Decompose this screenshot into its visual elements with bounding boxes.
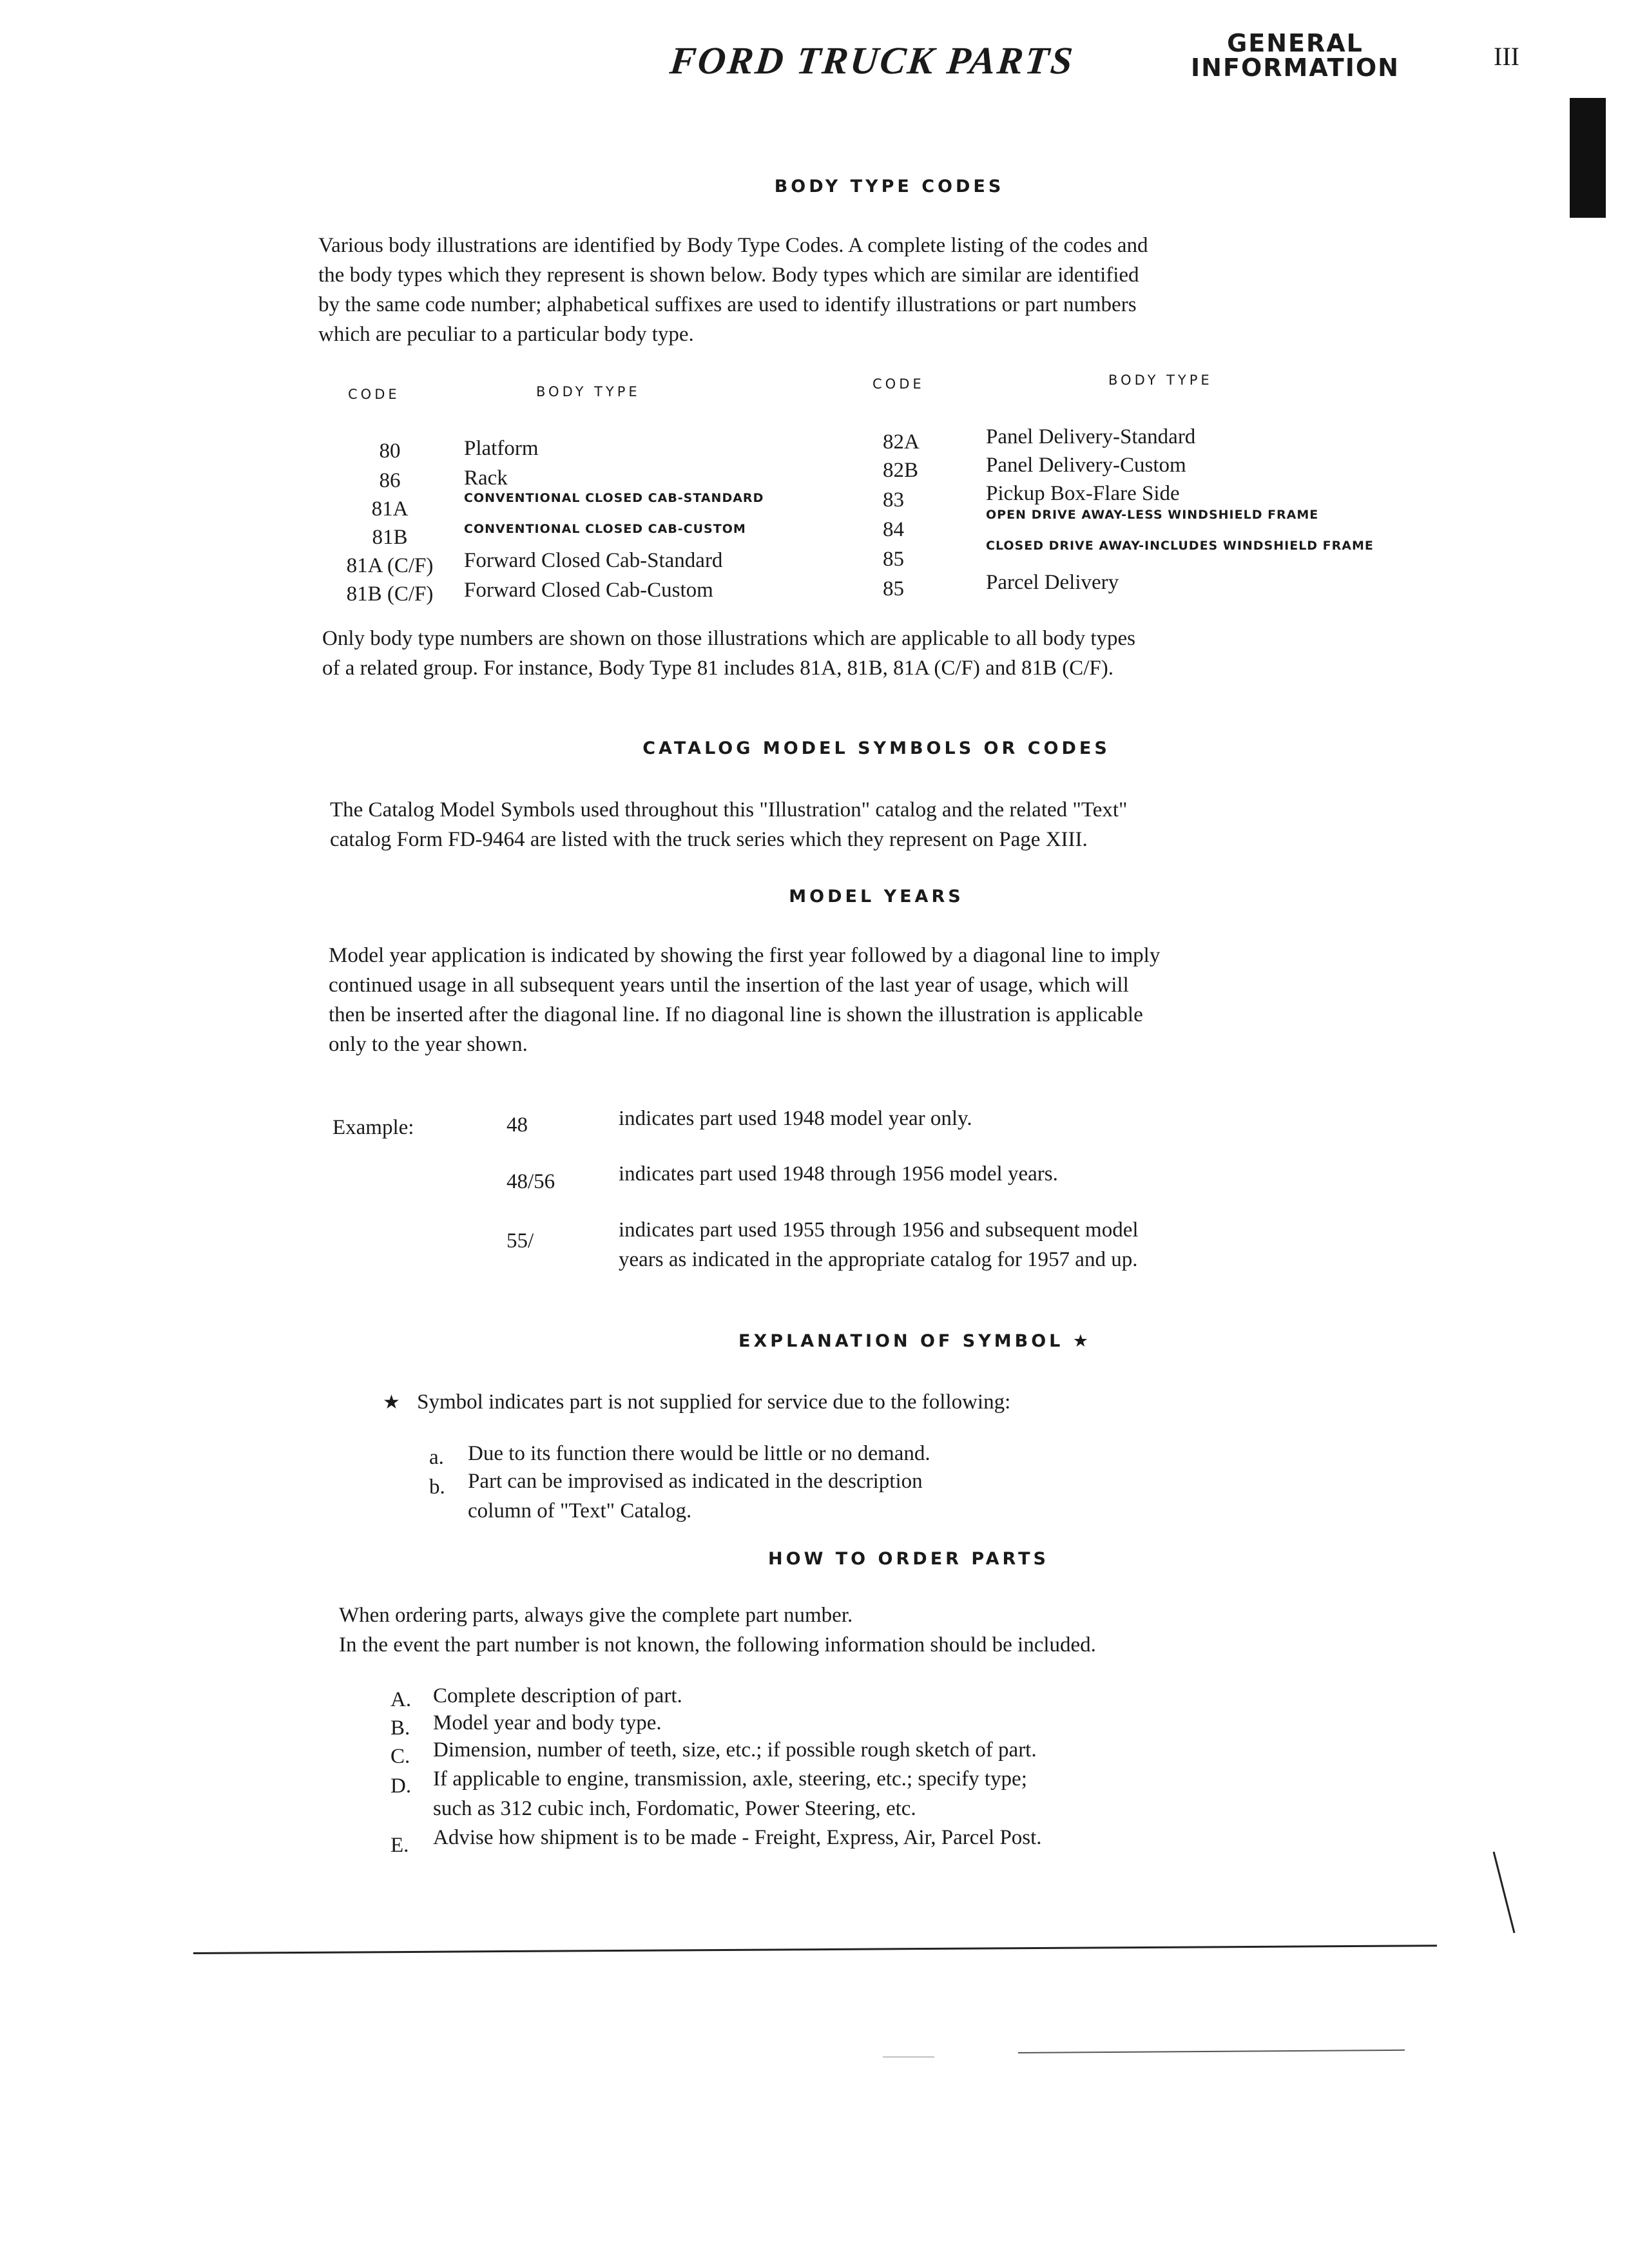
example-description-line: indicates part used 1955 through 1956 and subsequent model: [619, 1218, 1139, 1242]
body-type-code: 82A: [883, 430, 920, 454]
order-item: [433, 1764, 1027, 1823]
model-years-text: [329, 941, 1385, 1059]
example-code: 48: [506, 1113, 528, 1137]
catalog-model-symbols-heading: CATALOG MODEL SYMBOLS OR CODES: [642, 738, 1110, 758]
body-type-note: [322, 624, 1379, 683]
star-icon: ★: [383, 1391, 400, 1414]
body-type-name: Rack: [464, 466, 508, 490]
order-item-line: such as 312 cubic inch, Fordomatic, Power Steering, etc.: [433, 1797, 916, 1820]
body-type-name: Panel Delivery-Custom: [986, 454, 1186, 477]
order-item-marker: E.: [390, 1834, 409, 1857]
intro-line: which are peculiar to a particular body type.: [318, 323, 694, 346]
column-header-code-right: CODE: [872, 376, 925, 392]
text-line: The Catalog Model Symbols used throughout this "Illustration" catalog and the related "Text": [330, 798, 1128, 822]
section-tab-marker: [1570, 98, 1606, 218]
body-type-code: 81B (C/F): [346, 582, 434, 606]
text-line: then be inserted after the diagonal line. If no diagonal line is shown the illustration is applicable: [329, 1003, 1143, 1026]
order-item-marker: D.: [390, 1774, 412, 1798]
order-item: Dimension, number of teeth, size, etc.; if possible rough sketch of part.: [433, 1738, 1037, 1762]
body-type-name: CONVENTIONAL CLOSED CAB-CUSTOM: [464, 522, 746, 536]
section-title: [1186, 31, 1405, 80]
body-type-code: 80: [379, 439, 401, 463]
example-code: 48/56: [506, 1170, 555, 1193]
body-type-name: Forward Closed Cab-Custom: [464, 579, 713, 602]
order-item-line: If applicable to engine, transmission, axle, steering, etc.; specify type;: [433, 1767, 1027, 1791]
star-symbol: [383, 1388, 1010, 1417]
margin-mark: [1489, 1849, 1527, 1939]
example-description: indicates part used 1948 through 1956 model years.: [619, 1162, 1058, 1186]
text-line: catalog Form FD-9464 are listed with the truck series which they represent on Page XIII.: [330, 828, 1088, 851]
example-label: Example:: [333, 1116, 414, 1139]
how-to-order-heading: HOW TO ORDER PARTS: [768, 1549, 1049, 1569]
column-header-body-type-left: BODY TYPE: [536, 384, 641, 399]
order-item: Model year and body type.: [433, 1711, 662, 1735]
body-type-code: 84: [883, 518, 904, 541]
intro-line: Various body illustrations are identified by Body Type Codes. A complete listing of the codes and: [318, 234, 1148, 257]
section-title-line-1: GENERAL: [1227, 29, 1364, 57]
body-type-name: Parcel Delivery: [986, 571, 1119, 594]
text-line: In the event the part number is not known, the following information should be included.: [339, 1633, 1096, 1657]
body-type-code: 83: [883, 488, 904, 512]
page-number: III: [1494, 42, 1519, 71]
explanation-marker: a.: [429, 1446, 444, 1469]
body-type-name: Panel Delivery-Standard: [986, 425, 1196, 448]
intro-line: the body types which they represent is shown below. Body types which are similar are identified: [318, 264, 1139, 287]
body-type-code: 81A (C/F): [346, 554, 434, 577]
text-line: When ordering parts, always give the complete part number.: [339, 1604, 853, 1627]
body-type-name: Pickup Box-Flare Side: [986, 482, 1180, 505]
body-type-codes-heading: BODY TYPE CODES: [774, 177, 1005, 197]
body-type-codes-intro: [318, 231, 1375, 349]
explanation-item-line: Part can be improvised as indicated in the description: [468, 1470, 923, 1493]
body-type-code: 86: [379, 469, 401, 492]
example-description-line: years as indicated in the appropriate catalog for 1957 and up.: [619, 1248, 1138, 1271]
body-type-code: 81A: [371, 497, 409, 521]
body-type-code: 82B: [883, 459, 919, 482]
body-type-code: 81B: [372, 526, 408, 549]
text-line: continued usage in all subsequent years until the insertion of the last year of usage, which will: [329, 974, 1129, 997]
intro-line: by the same code number; alphabetical suffixes are used to identify illustrations or part numbers: [318, 293, 1137, 316]
brand-title: FORD TRUCK PARTS: [668, 39, 1077, 82]
note-line: Only body type numbers are shown on those illustrations which are applicable to all body types: [322, 627, 1135, 650]
note-line: of a related group. For instance, Body Type 81 includes 81A, 81B, 81A (C/F) and 81B (C/F).: [322, 657, 1114, 680]
how-to-order-text: [339, 1600, 1383, 1660]
example-description: indicates part used 1948 model year only.: [619, 1107, 972, 1130]
explanation-heading: EXPLANATION OF SYMBOL ★: [738, 1331, 1092, 1351]
order-item: Complete description of part.: [433, 1684, 682, 1707]
example-code: 55/: [506, 1229, 534, 1253]
column-header-code-left: CODE: [348, 387, 400, 402]
model-years-heading: MODEL YEARS: [789, 887, 964, 907]
body-type-name: CLOSED DRIVE AWAY-INCLUDES WINDSHIELD FRAME: [986, 539, 1374, 553]
scan-artifact-line: [1018, 2050, 1405, 2053]
body-type-name: OPEN DRIVE AWAY-LESS WINDSHIELD FRAME: [986, 508, 1319, 522]
example-description: [619, 1215, 1139, 1274]
text-line: Model year application is indicated by showing the first year followed by a diagonal line to imply: [329, 944, 1161, 967]
explanation-item: [468, 1466, 923, 1526]
column-header-body-type-right: BODY TYPE: [1108, 372, 1213, 388]
body-type-code: 85: [883, 548, 904, 571]
text-line: only to the year shown.: [329, 1033, 528, 1056]
explanation-marker: b.: [429, 1475, 445, 1499]
body-type-name: Platform: [464, 437, 539, 460]
order-item-marker: A.: [390, 1688, 412, 1711]
body-type-name: CONVENTIONAL CLOSED CAB-STANDARD: [464, 491, 764, 505]
order-item: Advise how shipment is to be made - Freight, Express, Air, Parcel Post.: [433, 1826, 1042, 1849]
body-type-code: 85: [883, 577, 904, 601]
explanation-item: Due to its function there would be little or no demand.: [468, 1442, 930, 1465]
catalog-model-symbols-text: [330, 795, 1374, 854]
bottom-rule: [193, 1945, 1437, 1954]
section-title-line-2: INFORMATION: [1191, 53, 1400, 82]
explanation-lead: Symbol indicates part is not supplied for service due to the following:: [417, 1390, 1011, 1414]
body-type-name: Forward Closed Cab-Standard: [464, 549, 723, 572]
order-item-marker: B.: [390, 1716, 410, 1740]
order-item-marker: C.: [390, 1745, 410, 1768]
explanation-item-line: column of "Text" Catalog.: [468, 1499, 692, 1523]
